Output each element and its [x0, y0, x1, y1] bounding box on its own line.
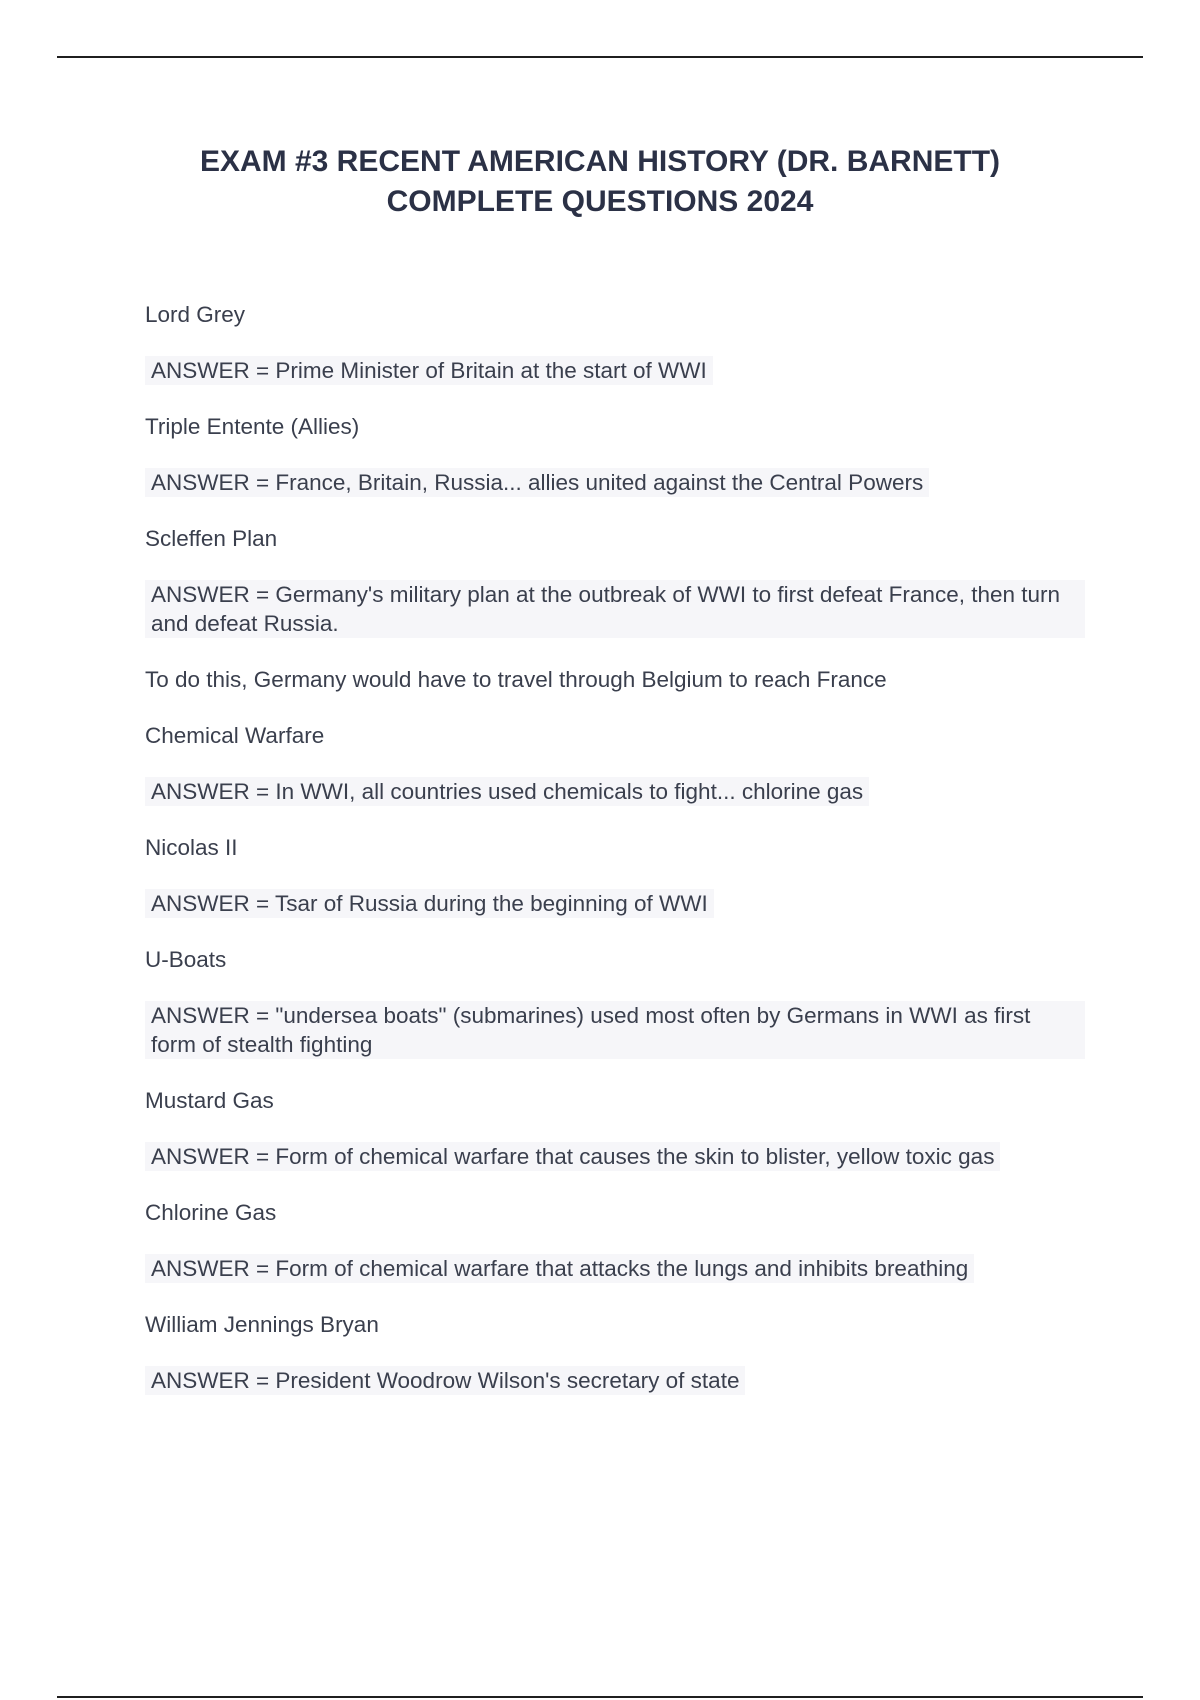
document-title	[100, 142, 1100, 222]
question-term: Lord Grey	[145, 302, 246, 327]
title-line-1: EXAM #3 RECENT AMERICAN HISTORY (DR. BARNETT)	[199, 145, 1001, 178]
qa-entry	[145, 833, 1085, 945]
qa-entry	[145, 1198, 1085, 1310]
answer-text: ANSWER = President Woodrow Wilson's secretary of state	[145, 1366, 745, 1395]
question-term: Triple Entente (Allies)	[145, 414, 360, 439]
question-term: Nicolas II	[145, 835, 238, 860]
answer-text: ANSWER = Prime Minister of Britain at the start of WWI	[145, 356, 713, 385]
top-rule	[57, 56, 1143, 58]
qa-list	[145, 300, 1085, 1422]
question-term: Chlorine Gas	[145, 1200, 277, 1225]
qa-entry	[145, 1086, 1085, 1198]
answer-text: ANSWER = France, Britain, Russia... allies united against the Central Powers	[145, 468, 929, 497]
qa-entry	[145, 300, 1085, 412]
question-term: U-Boats	[145, 947, 227, 972]
title-line-2: COMPLETE QUESTIONS 2024	[386, 185, 814, 218]
answer-text: ANSWER = "undersea boats" (submarines) used most often by Germans in WWI as first form of stealth fighting	[145, 1001, 1085, 1059]
question-term: William Jennings Bryan	[145, 1312, 379, 1337]
answer-text: ANSWER = Form of chemical warfare that causes the skin to blister, yellow toxic gas	[145, 1142, 1000, 1171]
answer-text: ANSWER = Tsar of Russia during the beginning of WWI	[145, 889, 714, 918]
answer-text: ANSWER = Form of chemical warfare that attacks the lungs and inhibits breathing	[145, 1254, 974, 1283]
qa-entry	[145, 1310, 1085, 1422]
qa-entry	[145, 721, 1085, 833]
bottom-rule	[57, 1696, 1143, 1698]
answer-note: To do this, Germany would have to travel through Belgium to reach France	[145, 667, 887, 692]
answer-text: ANSWER = In WWI, all countries used chemicals to fight... chlorine gas	[145, 777, 869, 806]
qa-entry	[145, 945, 1085, 1059]
question-term: Mustard Gas	[145, 1088, 274, 1113]
answer-text: ANSWER = Germany's military plan at the outbreak of WWI to first defeat France, then turn and defeat Russia.	[145, 580, 1085, 638]
question-term: Scleffen Plan	[145, 526, 278, 551]
qa-entry	[145, 412, 1085, 524]
question-term: Chemical Warfare	[145, 723, 325, 748]
qa-entry	[145, 524, 1085, 694]
